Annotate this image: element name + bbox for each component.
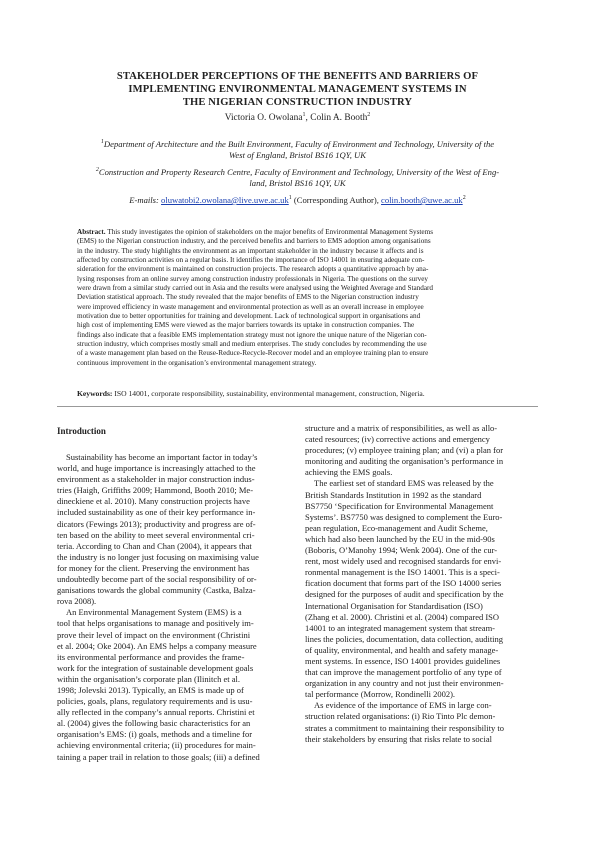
abstract-line: struction industry, which comprises mostly small and medium enterprises. The study concludes by recommending the use xyxy=(77,340,427,349)
contact-emails xyxy=(60,195,535,206)
body-text-line: environment as a stakeholder in major construction indus- xyxy=(57,474,255,485)
body-text-line: Sustainability has become an important factor in today’s xyxy=(66,452,258,462)
body-text-line: included sustainability as one of their key performance in- xyxy=(57,507,256,518)
abstract-line: (EMS) to the Nigerian construction industry, and the perceived benefits and barriers to EMS adoption among organisations xyxy=(77,237,431,246)
body-text-line: monitoring and auditing the organisation’s performance in xyxy=(305,456,504,467)
body-text-line: fication document that forms part of the ISO 14000 series xyxy=(305,578,502,589)
body-text-line: strates a commitment to maintaining their responsibility to xyxy=(305,722,505,733)
abstract-line: findings also indicate that a feasible EMS implementation strategy must not ignore the unique nature of the Nigerian con- xyxy=(77,330,427,339)
abstract-line: sideration for the environment is maintained on construction projects. The research adopts a quantitative approach by ana- xyxy=(77,265,429,274)
body-text-line: for money for the client. Preserving the environment has xyxy=(57,562,250,573)
abstract-line: continuous improvement in the organisation’s environmental management strategy. xyxy=(77,358,317,367)
affiliation-mark: 2 xyxy=(95,167,99,174)
title-line: THE NIGERIAN CONSTRUCTION INDUSTRY xyxy=(182,97,413,108)
email-link-1[interactable]: oluwatobi2.owolana@live.uwe.ac.uk xyxy=(161,195,289,205)
abstract-line: of a waste management plan based on the Reuse-Reduce-Recycle-Recover model and an employee training plan to ensure xyxy=(77,349,429,358)
body-text-line: world, and huge importance is increasingly attached to the xyxy=(57,463,256,474)
body-text-line: achieving the EMS goals. xyxy=(305,467,393,478)
author-name: Colin A. Booth xyxy=(310,113,368,123)
body-text-line: organisation’s EMS: (i) goals, methods and a timeline for xyxy=(57,729,253,740)
body-text-line: undoubtedly become part of the social responsibility of or- xyxy=(57,574,257,585)
body-text-line: pean regulation, Eco-management and Audit Scheme, xyxy=(305,522,488,533)
body-text-line: of quality, environmental, and health and safety manage- xyxy=(305,644,499,655)
body-text-line: cated resources; (iv) corrective actions and emergency xyxy=(305,434,490,445)
paper-title xyxy=(60,70,535,109)
body-text-line: structure and a matrix of responsibilities, as well as allo- xyxy=(305,423,498,433)
affiliation-2 xyxy=(60,167,535,189)
abstract-line: This study investigates the opinion of stakeholders on the major benefits of Environmental Management Systems xyxy=(105,228,433,236)
body-text-line: BS7750 ‘Specification for Environmental Management xyxy=(305,500,494,511)
body-text-line: ganisations towards the global community (Castka, Balza- xyxy=(57,585,256,596)
author-affiliation-mark: 1 xyxy=(302,111,306,118)
affiliation-line: West of England, Bristol BS16 1QY, UK xyxy=(229,150,366,160)
right-column xyxy=(305,423,537,745)
affiliation-mark: 1 xyxy=(100,139,104,146)
email-mark: 2 xyxy=(462,195,466,202)
abstract-line: were drawn from a similar study carried out in Asia and the results were analysed using the Weighted Average and Standard xyxy=(77,284,434,293)
title-line: IMPLEMENTING ENVIRONMENTAL MANAGEMENT SYSTEMS IN xyxy=(128,84,467,95)
body-text-line: the industry is no longer just focusing on maximising value xyxy=(57,551,259,562)
abstract-line: were improved efficiency in waste management and environmental protection as well as an overall increase in employee xyxy=(77,302,424,311)
body-text-line: work for the integration of sustainable development goals xyxy=(57,662,254,673)
emails-label: E-mails: xyxy=(129,195,162,205)
body-text-line: ment systems. In essence, ISO 14001 provides guidelines xyxy=(305,655,501,666)
email-link-2[interactable]: colin.booth@uwe.ac.uk xyxy=(381,195,463,205)
abstract-line: motivation due to better opportunities for training and development. Lack of technological support in organisations and xyxy=(77,312,421,321)
body-text-line: achieving environmental criteria; (ii) procedures for main- xyxy=(57,740,256,751)
body-text-line: struction related organisations: (i) Rio Tinto Plc demon- xyxy=(305,711,496,722)
body-text-line: al. (2004) gives the following basic characteristics for an xyxy=(57,718,251,729)
abstract-label: Abstract. xyxy=(77,228,106,236)
body-text-line: taining a paper trail in relation to those goals; (iii) a defined xyxy=(57,751,260,762)
email-note: (Corresponding Author), xyxy=(291,195,382,205)
body-text-line: tal performance (Morrow, Rondinelli 2002). xyxy=(305,689,456,700)
abstract-line: lysing responses from an online survey among construction industry professionals in Nigeria. The questions on the survey xyxy=(77,274,428,283)
body-text-line: that can improve the management portfolio of any type of xyxy=(305,667,502,678)
section-divider xyxy=(57,406,538,407)
body-text-line: procedures; (v) employee training plan; and (vi) a plan for xyxy=(305,445,504,456)
body-text-line: within the organisation’s corporate plan (Ilinitch et al. xyxy=(57,673,241,684)
email-mark: 1 xyxy=(288,195,292,202)
author-name: Victoria O. Owolana xyxy=(224,113,303,123)
body-text-line: Systems’. BS7750 was designed to complement the Euro- xyxy=(305,511,503,522)
body-text-line: organization in any country and not just their environmen- xyxy=(305,678,504,689)
body-text-line: tool that helps organisations to manage and positively im- xyxy=(57,618,254,629)
keywords-label: Keywords: xyxy=(77,389,113,398)
body-text-line: teria. According to Chan and Chan (2004), it appears that xyxy=(57,540,252,551)
body-text-line: rova 2008). xyxy=(57,596,97,607)
body-text-line: rent, most widely used and recognised standards for envi- xyxy=(305,556,502,567)
body-text-line: (Zhang et al. 2000). Christini et al. (2004) compared ISO xyxy=(305,611,500,622)
body-text-line: which had also been launched by the EU in the mid-90s xyxy=(305,533,495,544)
body-text-line: British Standards Institution in 1992 as the standard xyxy=(305,489,482,500)
author-list xyxy=(60,112,535,124)
left-column xyxy=(57,452,289,763)
body-text-line: ally reflected in the company’s annual reports. Christini et xyxy=(57,707,255,718)
affiliation-line: Construction and Property Research Centre, Faculty of Environment and Technology, University of the West of Eng- xyxy=(98,167,500,177)
body-text-line: International Organisation for Standardisation (ISO) xyxy=(305,600,483,611)
body-text-line: (Boboris, O’Manohy 1994; Wenk 2004). One of the cur- xyxy=(305,545,498,556)
body-text-line: policies, goals, plans, regulatory requirements and is usu- xyxy=(57,696,253,707)
body-text-line: 1998; Jolevski 2013). Typically, an EMS is made up of xyxy=(57,684,244,695)
body-text-line: ronmental management is the ISO 14001. This is a speci- xyxy=(305,567,500,578)
body-text-line: ten based on the ability to meet several environmental cri- xyxy=(57,529,255,540)
body-text-line: its environmental performance and provides the frame- xyxy=(57,651,245,662)
body-text-line: An Environmental Management System (EMS) is a xyxy=(66,607,242,618)
author-separator: , xyxy=(305,113,311,123)
affiliation-line: land, Bristol BS16 1QY, UK xyxy=(249,178,346,188)
abstract-line: in the industry. The study highlights the environment as an important stakeholder in the industry because it affects and is xyxy=(77,246,424,255)
body-text-line: dineckiene et al. 2010). Many construction projects have xyxy=(57,496,250,507)
author-affiliation-mark: 2 xyxy=(367,111,371,118)
body-text-line: tries (Haigh, Griffiths 2009; Hammond, Booth 2010; Me- xyxy=(57,485,254,496)
body-text-line: et al. 2004; Oke 2004). An EMS helps a company measure xyxy=(57,640,257,651)
section-heading: Introduction xyxy=(57,426,106,436)
body-text-line: their stakeholders by ensuring that risks relate to social xyxy=(305,733,492,744)
affiliation-line: Department of Architecture and the Built Environment, Faculty of Environment and Technology, University of the xyxy=(103,139,495,149)
body-text-line: prove their level of impact on the environment (Christini xyxy=(57,629,251,640)
body-text-line: As evidence of the importance of EMS in large con- xyxy=(314,700,492,711)
keywords-line xyxy=(77,389,517,399)
body-text-line: 14001 to an integrated management system that stream- xyxy=(305,622,496,633)
affiliation-1 xyxy=(60,139,535,161)
abstract-block xyxy=(77,228,517,368)
body-text-line: lines the policies, documentation, data collection, auditing xyxy=(305,633,504,644)
keywords-text: ISO 14001, corporate responsibility, sustainability, environmental management, construction, Nigeria. xyxy=(112,389,425,398)
title-line: STAKEHOLDER PERCEPTIONS OF THE BENEFITS AND BARRIERS OF xyxy=(116,71,479,82)
abstract-line: high cost of implementing EMS were viewed as the major barriers towards its uptake in construction companies. The xyxy=(77,321,415,330)
abstract-line: affected by construction activities on a regular basis. It identifies the importance of ISO 14001 in ensuring adequate con- xyxy=(77,256,425,265)
body-text-line: dicators (Fewings 2013); productivity and progress are of- xyxy=(57,518,256,529)
body-text-line: designed for the purposes of audit and specification by the xyxy=(305,589,504,600)
body-text-line: The earliest set of standard EMS was released by the xyxy=(314,478,494,489)
abstract-line: Deviation statistical approach. The study revealed that the major benefits of EMS to the Nigerian construction industry xyxy=(77,293,419,302)
